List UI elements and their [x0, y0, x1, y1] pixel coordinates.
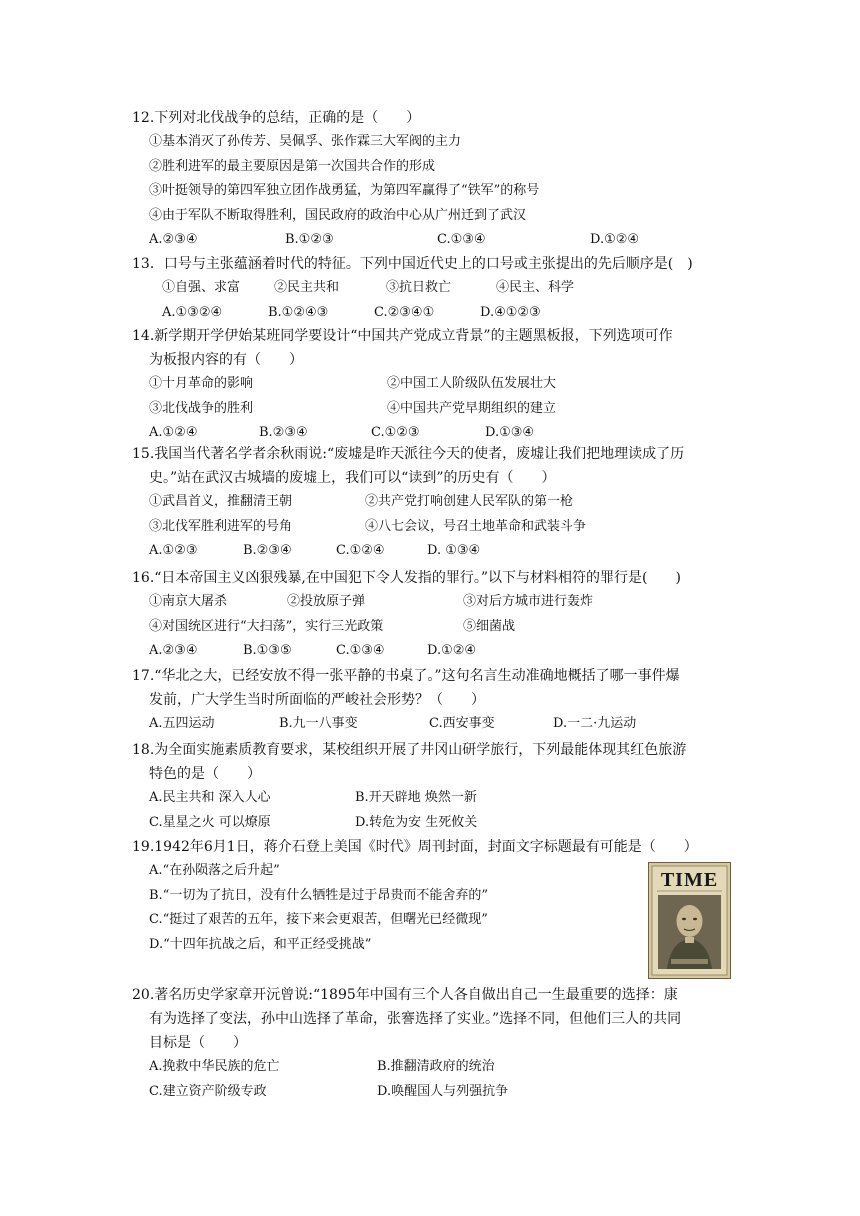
option-c: C.②③④①: [374, 304, 435, 320]
question-stem: 19.1942年6月1日，蒋介石登上美国《时代》周刊封面，封面文字标题最有可能是（ ）: [132, 839, 698, 855]
statement: ①基本消灭了孙传芳、吴佩孚、张作霖三大军阀的主力: [149, 134, 462, 149]
statements-row: [149, 372, 732, 397]
option-d: D.④①②③: [480, 304, 541, 320]
statement: ②胜利进军的最主要原因是第一次国共合作的形成: [149, 158, 436, 174]
question-stem: 12.下列对北伐战争的总结，正确的是（ ）: [132, 110, 421, 126]
options-row: [149, 228, 732, 253]
option-d: D.唤醒国人与列强抗争: [377, 1083, 509, 1099]
option-b: B.①②④③: [268, 304, 329, 320]
option-c: C.①③④: [336, 643, 385, 658]
options-row: [149, 639, 732, 664]
statement: ③北伐战争的胜利: [149, 400, 254, 416]
option-a: A.“在孙陨落之后升起”: [149, 863, 280, 878]
question-20: [132, 983, 732, 1104]
option-d: D.“十四年抗战之后，和平正经受挑战”: [149, 936, 372, 952]
statement: ④由于军队不断取得胜利，国民政府的政治中心从广州迁到了武汉: [149, 207, 527, 223]
options-row: [149, 786, 732, 811]
option-b: B.“一切为了抗日，没有什么牺牲是过于昂贵而不能舍弃的”: [149, 887, 488, 903]
option-a: A.①③②④: [162, 304, 223, 320]
option-c: C.①③④: [437, 232, 486, 247]
options-row: [149, 712, 732, 737]
question-stem: 18.为全面实施素质教育要求，某校组织开展了井冈山研学旅行，下列最能体现其红色旅游: [132, 742, 687, 758]
option-b: B.开天辟地 焕然一新: [355, 790, 477, 805]
option-b: B.①②③: [285, 232, 334, 247]
options-row: [149, 539, 732, 564]
statements-row: [149, 397, 732, 422]
option-a: A.五四运动: [149, 716, 215, 731]
option-d: D.转危为安 生死攸关: [355, 814, 478, 830]
option-b: B.②③④: [259, 425, 308, 440]
question-stem: 16.“日本帝国主义凶狠残暴,在中国犯下令人发指的罪行。”以下与材料相符的罪行是( ): [132, 570, 681, 586]
statement: ⑤细菌战: [463, 618, 516, 634]
question-15: [132, 442, 732, 564]
statement: ④民主、科学: [496, 280, 575, 295]
question-stem-cont: 为板报内容的有（ ）: [149, 352, 303, 368]
question-stem: 14.新学期开学伊始某班同学要设计“中国共产党成立背景”的主题黑板报，下列选项可作: [132, 328, 673, 344]
option-c: C.建立资产阶级专政: [149, 1083, 267, 1099]
option-c: C.①②③: [371, 425, 420, 440]
question-stem-cont: 发前，广大学生当时所面临的严峻社会形势？（ ）: [149, 692, 485, 708]
options-row: [162, 301, 732, 326]
statement: ①十月革命的影响: [149, 376, 254, 391]
statement: ①自强、求富: [162, 280, 241, 295]
question-stem: 20.著名历史学家章开沅曾说:“1895年中国有三个人各自做出自己一生最重要的选择：康: [132, 987, 678, 1003]
statement: ②共产党打响创建人民军队的第一枪: [365, 494, 574, 509]
option-c: C.西安事变: [429, 716, 495, 731]
statement: ②投放原子弹: [287, 594, 366, 609]
question-stem: 13．口号与主张蕴涵着时代的特征。下列中国近代史上的口号或主张提出的先后顺序是( ): [132, 256, 693, 272]
option-a: A.民主共和 深入人心: [149, 790, 271, 805]
statement: ①南京大屠杀: [149, 594, 228, 609]
option-b: B.推翻清政府的统治: [377, 1059, 495, 1074]
time-magazine-cover-image: [648, 862, 731, 979]
option-b: B.九一八事变: [279, 716, 358, 731]
statement: ②中国工人阶级队伍发展壮大: [387, 376, 557, 391]
option-a: A.①②③: [149, 543, 198, 558]
option-c: C.“挺过了艰苦的五年，接下来会更艰苦，但曙光已经微现”: [149, 912, 488, 927]
question-17: [132, 664, 732, 737]
options-row: [149, 1080, 732, 1105]
statement: ④中国共产党早期组织的建立: [387, 400, 557, 416]
statements-row: [149, 490, 732, 515]
question-19: [132, 835, 732, 957]
option-d: D.一二·九运动: [553, 716, 637, 731]
option-b: B.②③④: [243, 543, 292, 558]
option-a: A.挽救中华民族的危亡: [149, 1059, 280, 1074]
question-16: [132, 566, 732, 664]
option-d: D.①②④: [427, 643, 477, 658]
option-c: C.星星之火 可以燎原: [149, 814, 271, 830]
option-d: D.①③④: [485, 425, 535, 440]
question-stem-cont: 史。”站在武汉古城墙的废墟上，我们可以“读到”的历史有（ ）: [149, 470, 556, 486]
option-c: C.①②④: [336, 543, 385, 558]
option-a: A.②③④: [149, 643, 198, 658]
statements-row: [149, 590, 732, 615]
statement: ③叶挺领导的第四军独立团作战勇猛，为第四军赢得了“铁军”的称号: [149, 183, 540, 198]
question-13: [132, 252, 732, 325]
option-d: D.①②④: [590, 232, 640, 247]
option-a: A.①②④: [149, 425, 198, 440]
question-14: [132, 324, 732, 446]
statements-row: [149, 515, 732, 540]
option-b: B.①③⑤: [243, 643, 292, 658]
statement: ①武昌首义，推翻清王朝: [149, 494, 293, 509]
question-stem-cont: 目标是（ ）: [149, 1035, 247, 1051]
statement: ②民主共和: [274, 280, 340, 295]
statement: ④对国统区进行“大扫荡”，实行三光政策: [149, 618, 384, 634]
statement: ③北伐军胜利进军的号角: [149, 518, 293, 534]
options-row: [149, 811, 732, 836]
option-a: A.②③④: [149, 232, 198, 247]
statements-row: [149, 615, 732, 640]
question-stem-cont: 特色的是（ ）: [149, 766, 261, 782]
statement: ④八七会议，号召土地革命和武装斗争: [365, 518, 587, 534]
question-18: [132, 738, 732, 835]
question-12: [132, 106, 732, 253]
statement: ③对后方城市进行轰炸: [463, 594, 594, 609]
question-stem: 17.“华北之大，已经安放不得一张平静的书桌了。”这句名言生动准确地概括了哪一事件爆: [132, 668, 680, 684]
option-d: D. ①③④: [427, 543, 481, 558]
statement: ③抗日救亡: [386, 280, 452, 295]
statements-row: [162, 276, 732, 301]
time-logo-text: TIME: [660, 869, 719, 891]
question-stem-cont: 有为选择了变法，孙中山选择了革命，张謇选择了实业。”选择不同，但他们三人的共同: [149, 1011, 682, 1027]
options-row: [149, 1055, 732, 1080]
question-stem: 15.我国当代著名学者余秋雨说:“废墟是昨天派往今天的使者，废墟让我们把地理读成了历: [132, 446, 685, 462]
